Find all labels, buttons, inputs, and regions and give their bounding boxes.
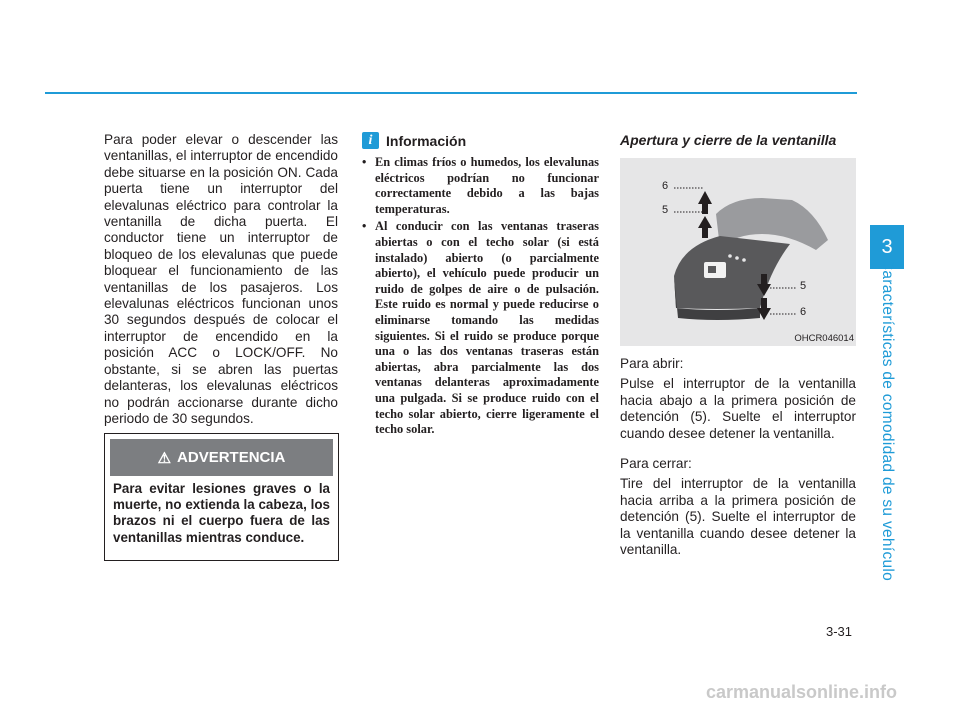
close-text: Tire del interruptor de la ventanilla hacia arriba a la primera posición de detención (5). Suelte el interruptor de la ventanilla cuando desee detener la ventanilla. <box>620 476 856 558</box>
figure-label-6-bottom: 6 <box>800 306 807 318</box>
page-number: 3-31 <box>826 624 853 639</box>
warning-text: Para evitar lesiones graves o la muerte, no extienda la cabeza, los brazos ni el cuerpo fuera de las ventanillas mientras conduce. <box>113 481 330 545</box>
figure-label-5-top: 5 <box>662 204 669 216</box>
column-right <box>620 132 856 558</box>
info-list <box>362 155 599 438</box>
column-left <box>104 132 338 427</box>
window-switch-figure <box>620 158 856 346</box>
chapter-title: Características de comodidad de su vehículo <box>879 258 896 582</box>
close-label: Para cerrar: <box>620 456 692 472</box>
figure-label-5-bottom: 5 <box>800 280 807 292</box>
warning-title: ADVERTENCIA <box>177 449 286 466</box>
warning-header <box>110 439 333 476</box>
info-title: Información <box>386 132 467 149</box>
info-icon: i <box>362 132 379 149</box>
column-middle <box>362 132 599 440</box>
info-bullet: • Al conducir con las ventanas traseras abiertas o con el techo solar (si está instalado) abierto (o parcialmente abierto), el vehículo puede producir un ruido de golpes de aire o de pulsación. Este ruido es normal y puede reducirse o eliminarse tomando las medidas siguientes. Si el ruido se produce porque una o las dos ventanas traseras están abiertas, abra parcialmente las dos ventanas delanteras aproximadamente una pulgada. Si se produce ruido con el techo solar abierto, cierre ligeramente el techo solar. <box>362 219 599 437</box>
figure-code: OHCR046014 <box>794 333 854 344</box>
open-label: Para abrir: <box>620 356 684 371</box>
warning-triangle-icon: ⚠ <box>157 449 172 467</box>
section-heading: Apertura y cierre de la ventanilla <box>620 132 837 148</box>
window-switch-illustration <box>620 158 856 346</box>
warning-box <box>104 433 339 561</box>
chapter-tab: 3 <box>870 225 904 269</box>
info-header <box>362 132 599 149</box>
watermark: carmanualsonline.info <box>706 682 898 702</box>
info-bullet: • En climas fríos o humedos, los elevalunas eléctricos podrían no funcionar correctamente debido a las bajas temperaturas. <box>362 155 599 217</box>
figure-label-6-top: 6 <box>662 180 669 192</box>
intro-paragraph: Para poder elevar o descender las ventanillas, el interruptor de encendido debe situarse en la posición ON. Cada puerta tiene un interruptor del elevalunas eléctrico para controlar la ventanilla de dicha puerta. El conductor tiene un interruptor de bloqueo de los elevalunas que puede bloquear el funcionamiento de las ventanillas de los pasajeros. Los elevalunas eléctricos funcionan unos 30 segundos después de colocar el interruptor de encendido en la posición ACC o LOCK/OFF. No obstante, si se abren las puertas delanteras, los elevalunas eléctricos no podrán accionarse durante dicho periodo de 30 segundos. <box>104 132 338 426</box>
open-text: Pulse el interruptor de la ventanilla hacia abajo a la primera posición de detención (5). Suelte el interruptor cuando desee detener la ventanilla. <box>620 376 856 441</box>
top-rule <box>45 92 857 94</box>
